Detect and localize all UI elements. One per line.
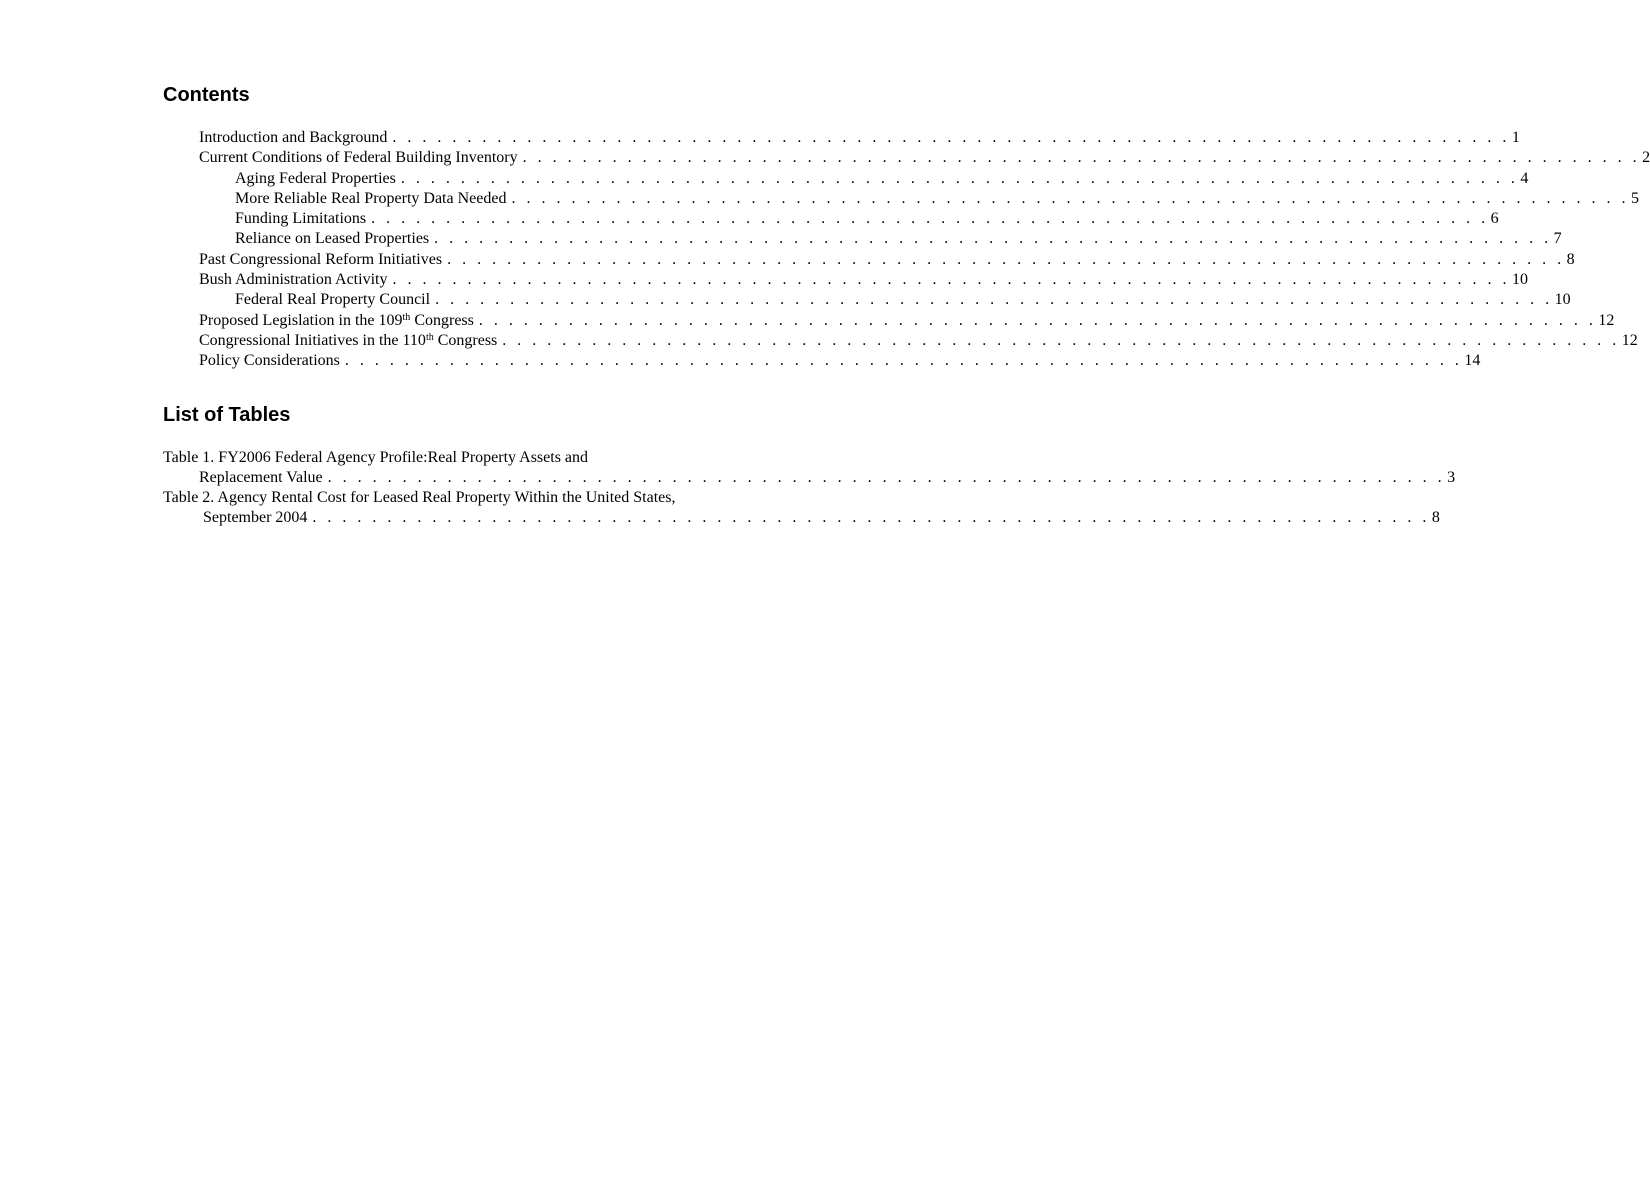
contents-list <box>163 128 1650 372</box>
toc-leader-dots: . . . . . . . . . . . . . . . . . . . . . . . . . . . . . . . . . . . . . . . . . . . . . . . . . . . . . . . . . . . . . . . . . . . . . . . . . . . <box>435 291 1553 309</box>
section-spacer <box>163 372 760 402</box>
table-entry[interactable] <box>163 488 1440 529</box>
toc-leader-dots: . . . . . . . . . . . . . . . . . . . . . . . . . . . . . . . . . . . . . . . . . . . . . . . . . . . . . . . . . . . . . . . . . . . . . . . . . . . <box>447 250 1565 268</box>
toc-entry-page: 2 <box>1642 149 1650 167</box>
toc-entry[interactable] <box>163 351 1481 371</box>
toc-entry-title: Current Conditions of Federal Building Inventory <box>199 149 518 167</box>
toc-leader-dots: . . . . . . . . . . . . . . . . . . . . . . . . . . . . . . . . . . . . . . . . . . . . . . . . . . . . . . . . . . . . . . . . . . . . . . . . . . . <box>511 189 1629 207</box>
toc-entry[interactable] <box>163 189 1639 209</box>
toc-leader-dots: . . . . . . . . . . . . . . . . . . . . . . . . . . . . . . . . . . . . . . . . . . . . . . . . . . . . . . . . . . . . . . . . . . . . . . . . . . . <box>312 509 1430 527</box>
toc-leader-dots: . . . . . . . . . . . . . . . . . . . . . . . . . . . . . . . . . . . . . . . . . . . . . . . . . . . . . . . . . . . . . . . . . . . . . . . . . . . <box>434 230 1552 248</box>
toc-entry-title: Introduction and Background <box>199 129 388 146</box>
toc-entry[interactable] <box>163 290 1571 310</box>
toc-entry-page: 12 <box>1598 311 1615 329</box>
toc-entry-title: Reliance on Leased Properties <box>235 230 430 248</box>
toc-entry[interactable] <box>163 331 1638 351</box>
toc-entry-title: Aging Federal Properties <box>235 169 396 187</box>
toc-entry[interactable] <box>163 209 1499 229</box>
toc-entry[interactable] <box>163 128 1520 148</box>
toc-entry-title: Past Congressional Reform Initiatives <box>199 250 443 268</box>
toc-entry-page: 8 <box>1566 250 1575 268</box>
toc-entry-title: Funding Limitations <box>235 210 367 228</box>
toc-entry-page: 6 <box>1490 210 1499 228</box>
toc-entry-page: 14 <box>1464 352 1481 370</box>
toc-leader-dots: . . . . . . . . . . . . . . . . . . . . . . . . . . . . . . . . . . . . . . . . . . . . . . . . . . . . . . . . . . . . . . . . . . . . . . . . . . . <box>400 169 1519 187</box>
toc-entry[interactable] <box>163 270 1528 290</box>
toc-leader-dots: . . . . . . . . . . . . . . . . . . . . . . . . . . . . . . . . . . . . . . . . . . . . . . . . . . . . . . . . . . . . . . . . . . . . . . . . . . . <box>478 311 1597 329</box>
toc-entry-page: 1 <box>1511 129 1520 146</box>
toc-entry-title: Proposed Legislation in the 109th Congress <box>199 311 474 329</box>
document-page <box>163 82 1650 529</box>
toc-entry-title: Federal Real Property Council <box>235 291 431 309</box>
toc-entry-title: Policy Considerations <box>199 352 340 370</box>
toc-leader-dots: . . . . . . . . . . . . . . . . . . . . . . . . . . . . . . . . . . . . . . . . . . . . . . . . . . . . . . . . . . . . . . . . . . . . . . . . . . . <box>522 149 1641 167</box>
table-entry-title-cont: September 2004 <box>203 509 308 527</box>
toc-entry-page: 5 <box>1630 189 1639 207</box>
toc-entry-title: Bush Administration Activity <box>199 271 388 289</box>
toc-entry-title: More Reliable Real Property Data Needed <box>235 189 507 207</box>
toc-leader-dots: . . . . . . . . . . . . . . . . . . . . . . . . . . . . . . . . . . . . . . . . . . . . . . . . . . . . . . . . . . . . . . . . . . . . . . . . . . . <box>327 468 1446 486</box>
toc-entry-page: 10 <box>1511 271 1528 289</box>
table-entry-title: Table 2. Agency Rental Cost for Leased Real Property Within the United States, <box>163 489 676 507</box>
toc-leader-dots: . . . . . . . . . . . . . . . . . . . . . . . . . . . . . . . . . . . . . . . . . . . . . . . . . . . . . . . . . . . . . . . . . . . . . . . . . . . <box>502 331 1620 349</box>
toc-leader-dots: . . . . . . . . . . . . . . . . . . . . . . . . . . . . . . . . . . . . . . . . . . . . . . . . . . . . . . . . . . . . . . . . . . . . . . . . . . . <box>371 210 1489 228</box>
superscript: th <box>402 311 411 323</box>
toc-entry[interactable] <box>163 148 1650 168</box>
table-entry-page: 8 <box>1431 509 1440 527</box>
table-entry-page: 3 <box>1447 468 1456 486</box>
toc-leader-dots: . . . . . . . . . . . . . . . . . . . . . . . . . . . . . . . . . . . . . . . . . . . . . . . . . . . . . . . . . . . . . . . . . . . . . . . . . . . <box>392 129 1510 146</box>
table-entry-title-cont: Replacement Value <box>199 468 323 486</box>
table-entry[interactable] <box>163 448 1456 489</box>
toc-entry[interactable] <box>163 250 1575 270</box>
toc-entry[interactable] <box>163 229 1562 249</box>
toc-leader-dots: . . . . . . . . . . . . . . . . . . . . . . . . . . . . . . . . . . . . . . . . . . . . . . . . . . . . . . . . . . . . . . . . . . . . . . . . . . . <box>344 352 1463 370</box>
table-entry-title: Table 1. FY2006 Federal Agency Profile:Real Property Assets and <box>163 448 589 466</box>
list-of-tables <box>163 448 1456 529</box>
toc-entry[interactable] <box>163 169 1529 189</box>
toc-entry-page: 7 <box>1553 230 1562 248</box>
toc-entry-page: 4 <box>1520 169 1529 187</box>
list-of-tables-heading: List of Tables <box>163 403 291 426</box>
toc-entry-page: 10 <box>1554 291 1571 309</box>
toc-entry-title: Congressional Initiatives in the 110th Congress <box>199 331 498 349</box>
superscript: th <box>425 331 434 343</box>
contents-heading: Contents <box>163 84 250 106</box>
toc-entry-page: 12 <box>1621 331 1638 349</box>
toc-leader-dots: . . . . . . . . . . . . . . . . . . . . . . . . . . . . . . . . . . . . . . . . . . . . . . . . . . . . . . . . . . . . . . . . . . . . . . . . . . . <box>392 271 1510 289</box>
toc-entry[interactable] <box>163 311 1615 331</box>
